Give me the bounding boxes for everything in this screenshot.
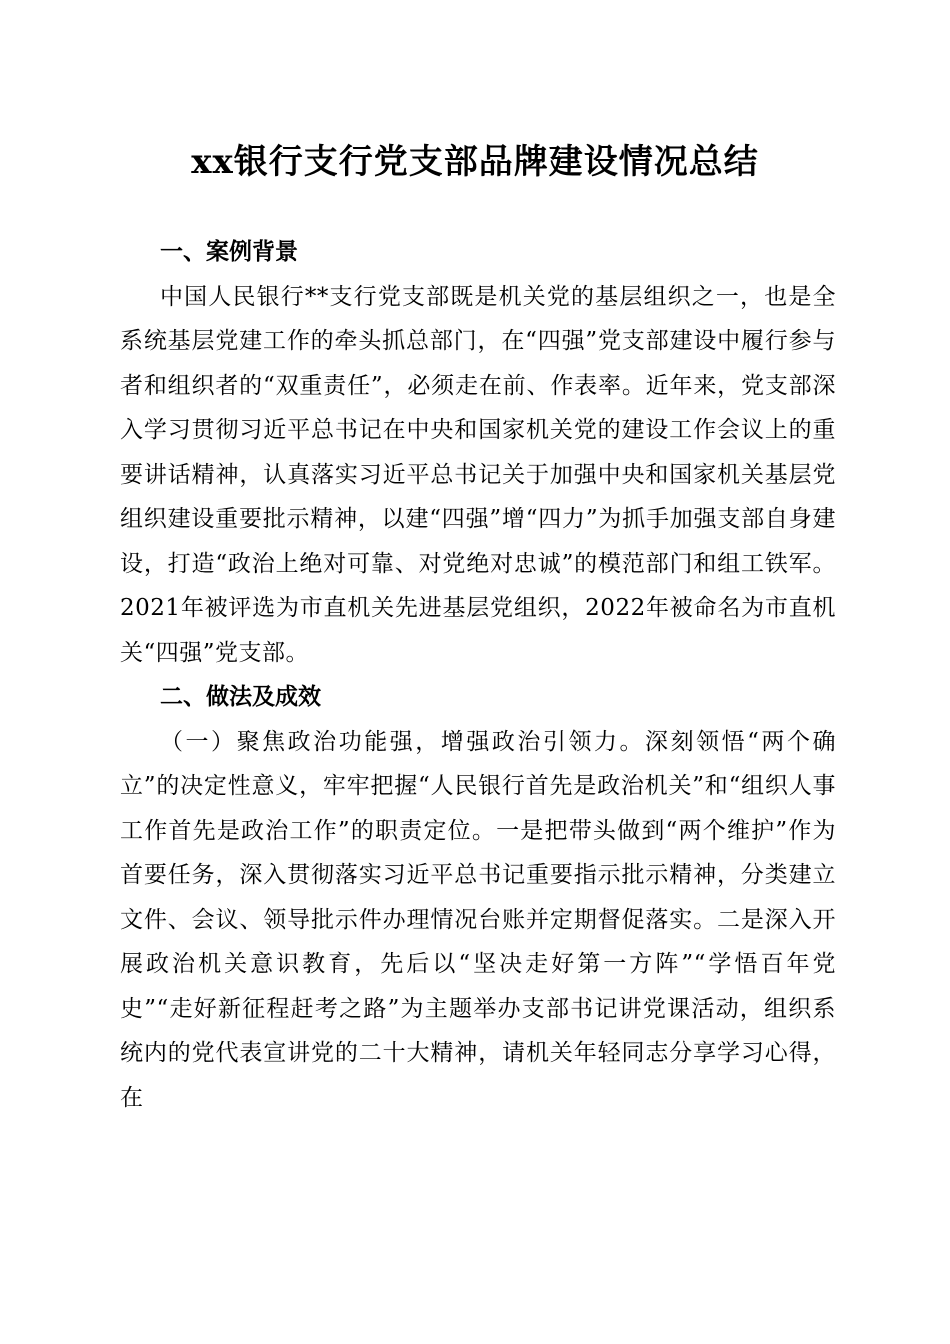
document-body	[120, 230, 836, 1120]
document-title: xx银行支行党支部品牌建设情况总结	[191, 142, 759, 182]
background-paragraph: 中国人民银行**支行党支部既是机关党的基层组织之一，也是全系统基层党建工作的牵头抓总部门，在“四强”党支部建设中履行参与者和组织者的“双重责任”，必须走在前、作表率。近年来，党支部深入学习贯彻习近平总书记在中央和国家机关党的建设工作会议上的重要讲话精神，认真落实习近平总书记关于加强中央和国家机关基层党组织建设重要批示精神，以建“四强”增“四力”为抓手加强支部自身建设，打造“政治上绝对可靠、对党绝对忠诚”的模范部门和组工铁军。2021年被评选为市直机关先进基层党组织，2022年被命名为市直机关“四强”党支部。	[120, 283, 836, 666]
section-heading-background: 一、案例背景	[160, 239, 298, 265]
section-heading-practices: 二、做法及成效	[160, 684, 321, 710]
practices-paragraph: （一）聚焦政治功能强，增强政治引领力。深刻领悟“两个确立”的决定性意义，牢牢把握“人民银行首先是政治机关”和“组织人事工作首先是政治工作”的职责定位。一是把带头做到“两个维护”作为首要任务，深入贯彻落实习近平总书记重要指示批示精神，分类建立文件、会议、领导批示件办理情况台账并定期督促落实。二是深入开展政治机关意识教育，先后以“坚决走好第一方阵”“学悟百年党史”“走好新征程赶考之路”为主题举办支部书记讲党课活动，组织系统内的党代表宣讲党的二十大精神，请机关年轻同志分享学习心得，在	[120, 728, 836, 1111]
